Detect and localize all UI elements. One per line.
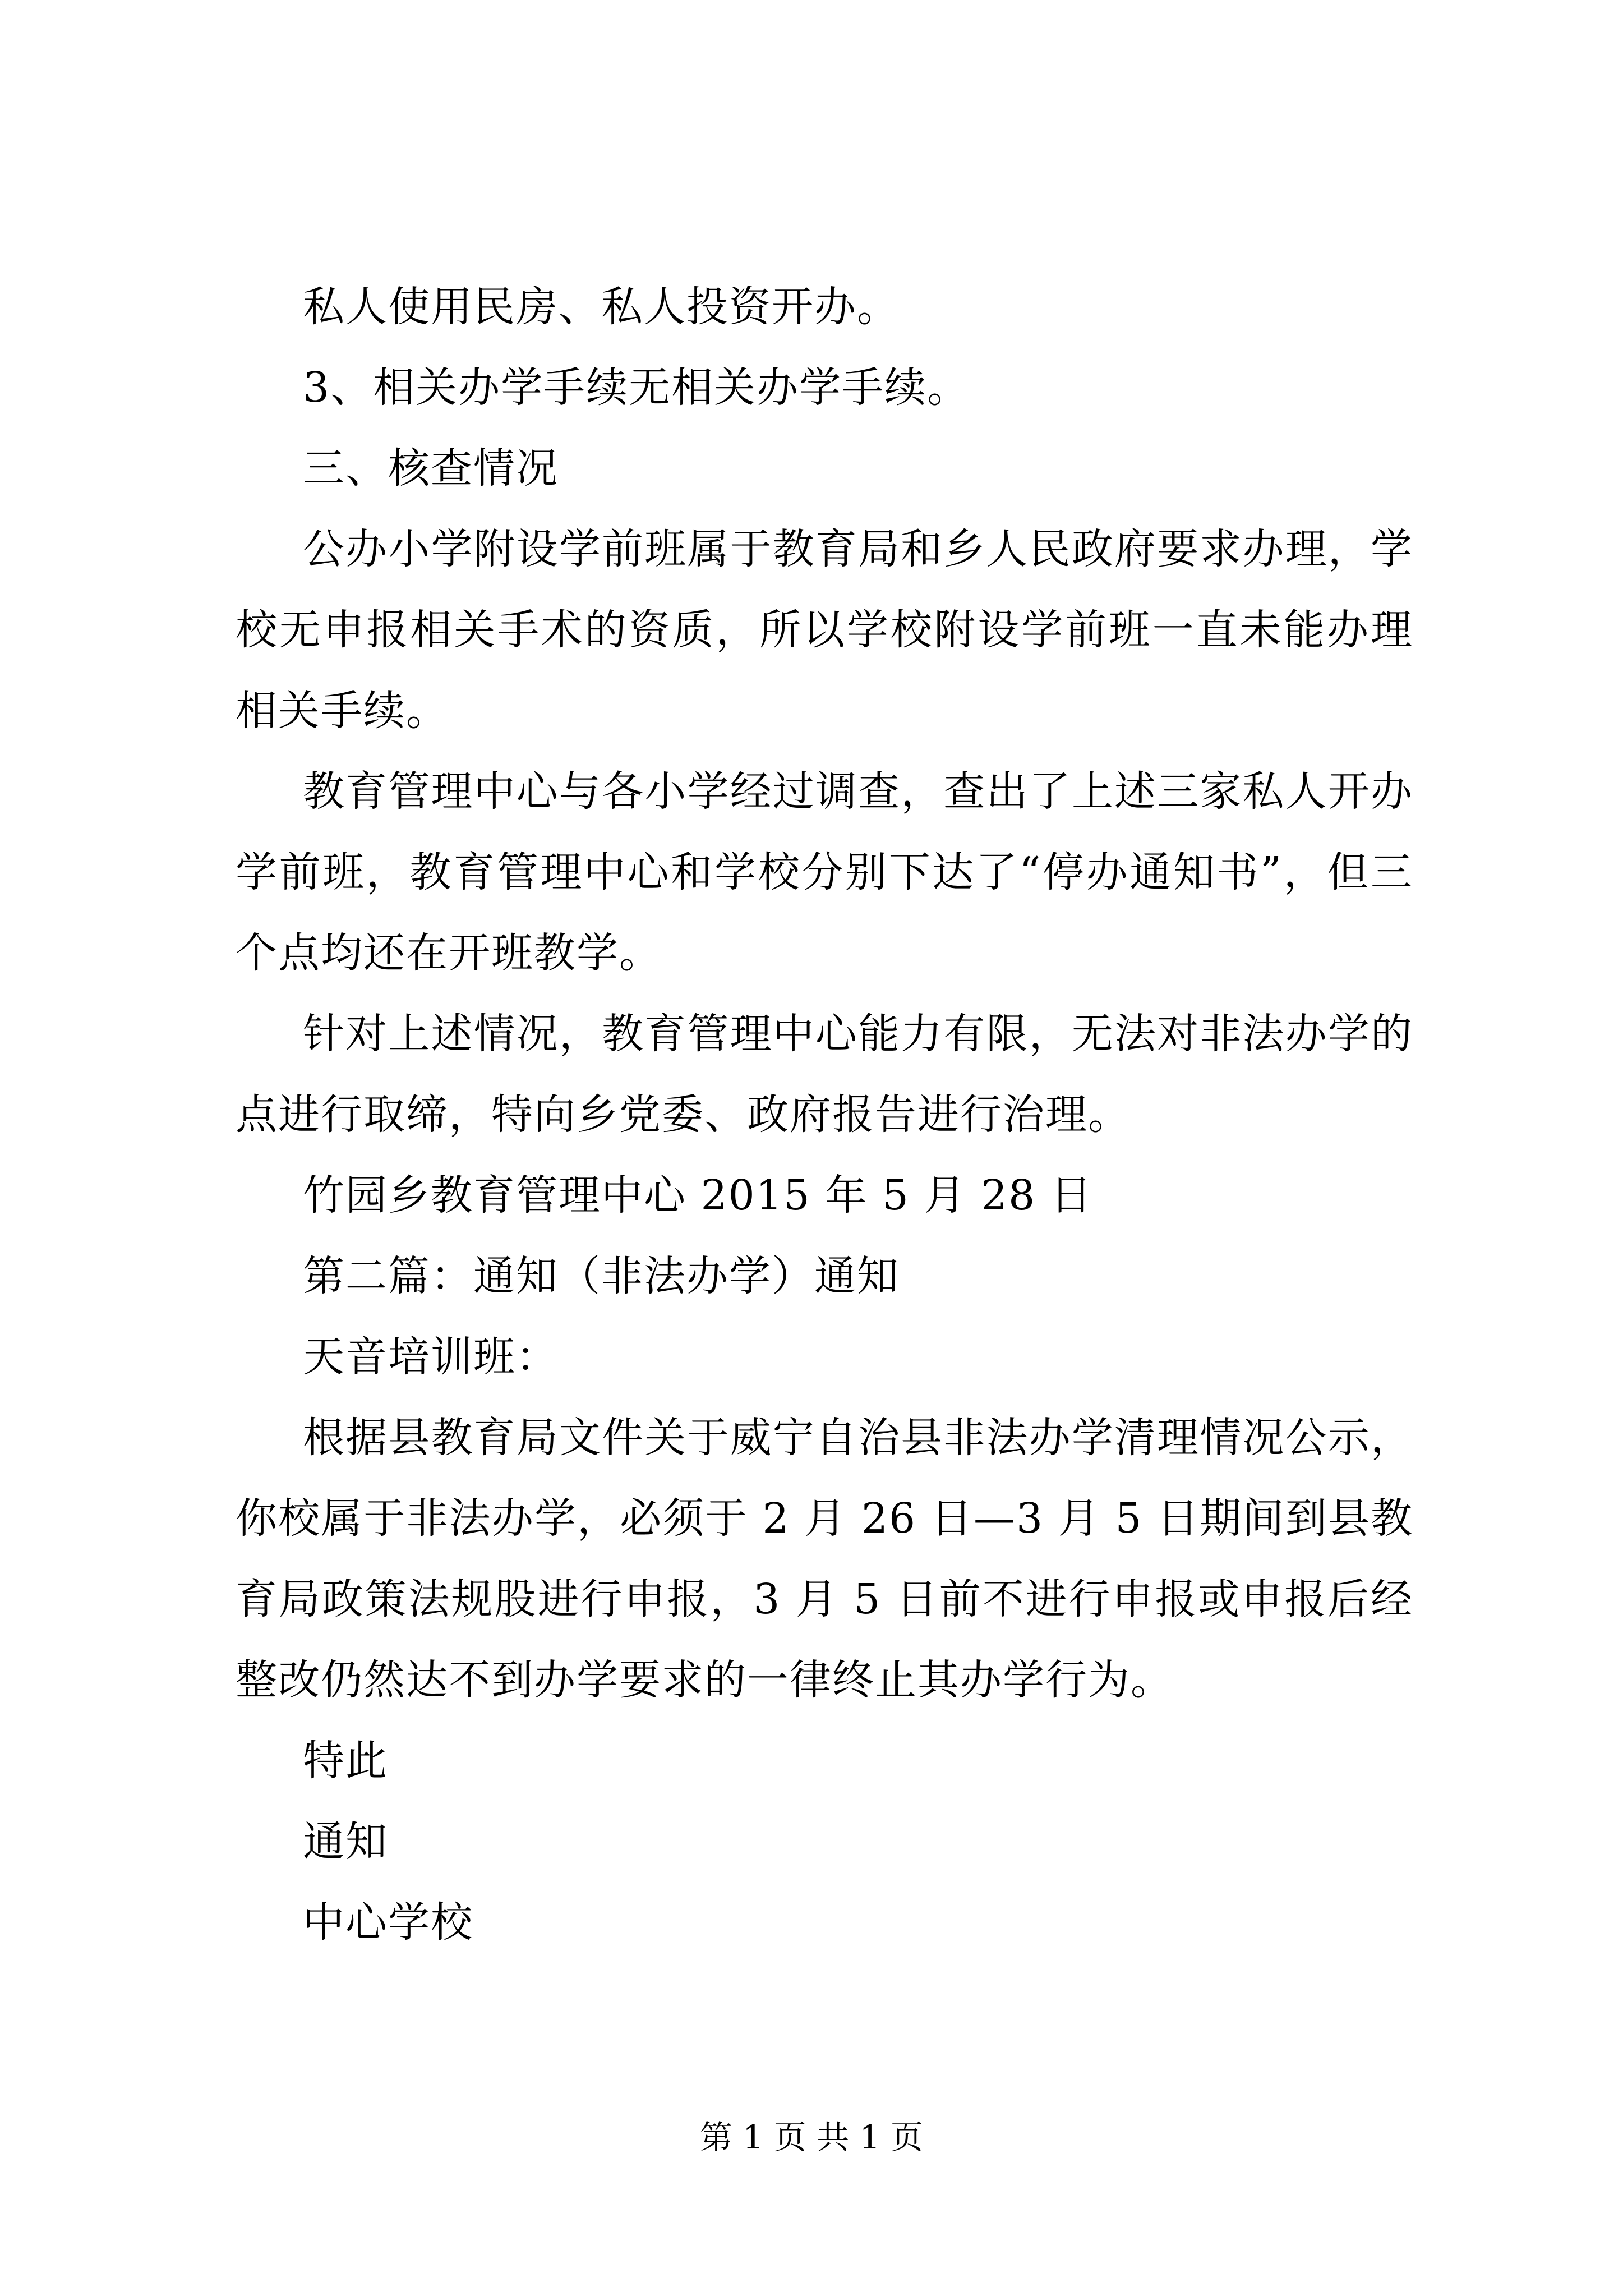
page-footer: 第 1 页 共 1 页 [700, 2118, 923, 2156]
second-article-title: 第二篇：通知（非法办学）通知 [303, 1252, 900, 1300]
paragraph: 根据县教育局文件关于威宁自治县非法办学清理情况公示，你校属于非法办学，必须于 2 月 26 日—3 月 5 日期间到县教育局政策法规股进行申报，3 月 5 日前不进行申报或申报后经整改仍然达不到办学要求的一律终止其办学行为。 [236, 1414, 1413, 1704]
paragraph: 3、相关办学手续无相关办学手续。 [303, 364, 970, 412]
document-body [236, 266, 1413, 1963]
paragraph: 私人使用民房、私人投资开办。 [303, 283, 900, 331]
signature-line: 竹园乡教育管理中心 2015 年 5 月 28 日 [303, 1171, 1093, 1220]
closing-line: 特此 [303, 1737, 388, 1785]
addressee: 天音培训班： [303, 1333, 559, 1381]
paragraph: 针对上述情况，教育管理中心能力有限，无法对非法办学的点进行取缔，特向乡党委、政府报告进行治理。 [236, 1010, 1413, 1139]
issuer-line: 中心学校 [303, 1898, 473, 1947]
paragraph: 公办小学附设学前班属于教育局和乡人民政府要求办理，学校无申报相关手术的资质，所以学校附设学前班一直未能办理相关手续。 [236, 525, 1413, 735]
section-heading: 三、核查情况 [303, 444, 559, 493]
paragraph: 教育管理中心与各小学经过调查，查出了上述三家私人开办学前班，教育管理中心和学校分别下达了“停办通知书”，但三个点均还在开班教学。 [236, 767, 1413, 977]
closing-line: 通知 [303, 1818, 388, 1866]
